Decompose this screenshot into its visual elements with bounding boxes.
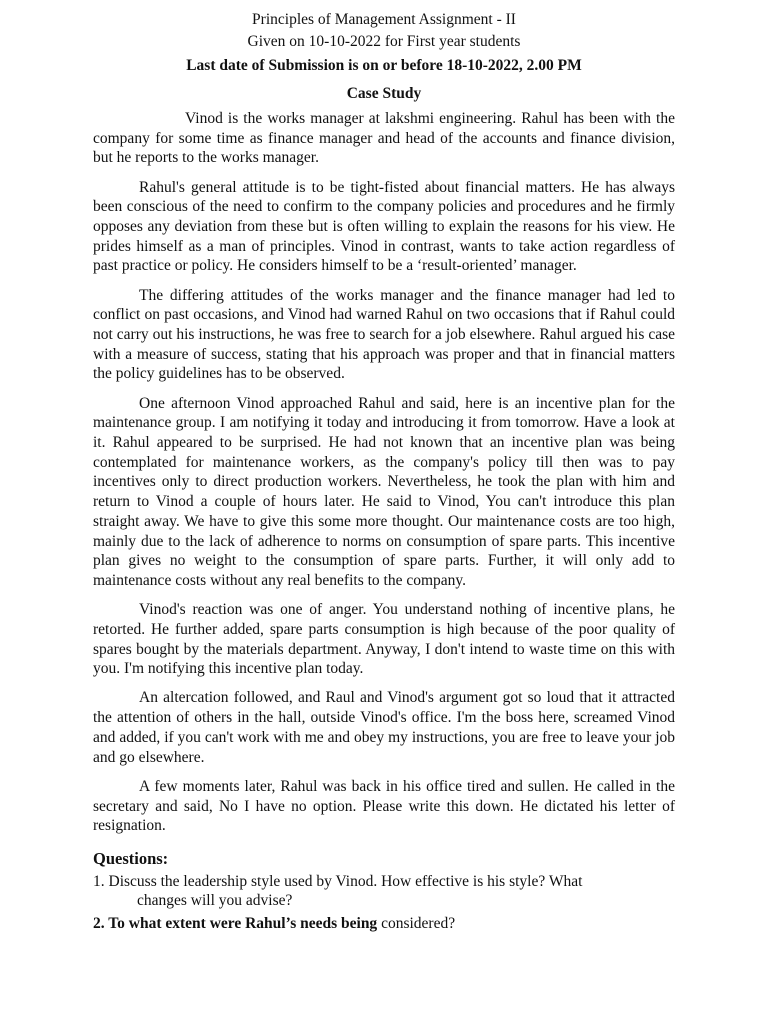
paragraph-4: One afternoon Vinod approached Rahul and said, here is an incentive plan for the maintenance group. I am notifying it today and introducing it from tomorrow. Have a look at it. Rahul appeared to be surprised. He had not known that an incentive plan was being contemplated for maintenance workers, as the company's policy till then was to pay incentives only to direct production workers. Nevertheless, he took the plan with him and return to Vinod a couple of hours later. He said to Vinod, You can't introduce this plan straight away. We have to give this some more thought. Our maintenance costs are too high, mainly due to the lack of adherence to norms on consumption of spare parts. This incentive plan gives no weight to the consumption of spare parts. Further, it will only add to maintenance costs without any real benefits to the company. bbox=[93, 394, 675, 589]
given-date-line: Given on 10-10-2022 for First year students bbox=[247, 33, 521, 50]
paragraph-6: An altercation followed, and Raul and Vinod's argument got so loud that it attracted the attention of others in the hall, outside Vinod's office. I'm the boss here, screamed Vinod and added, if you can't work with me and obey my instructions, you are free to leave your job and go elsewhere. bbox=[93, 689, 675, 766]
document-page bbox=[0, 9, 768, 1033]
assignment-title: Principles of Management Assignment - II bbox=[252, 11, 516, 28]
question-2-bold-text: 2. To what extent were Rahul’s needs being bbox=[93, 914, 378, 932]
paragraph-1: Vinod is the works manager at lakshmi engineering. Rahul has been with the company for some time as finance manager and head of the accounts and finance division, but he reports to the works manager. bbox=[93, 110, 675, 167]
case-study-body bbox=[93, 109, 675, 933]
case-study-heading: Case Study bbox=[346, 85, 422, 102]
question-2 bbox=[93, 914, 675, 934]
questions-heading: Questions: bbox=[93, 848, 169, 868]
paragraph-5: Vinod's reaction was one of anger. You understand nothing of incentive plans, he retorted. He further added, spare parts consumption is high because of the poor quality of spares bought by the materials department. Anyway, I don't intend to waste time on this with you. I'm notifying this incentive plan today. bbox=[93, 601, 675, 678]
question-2-rest-text: considered? bbox=[377, 914, 456, 932]
paragraph-2: Rahul's general attitude is to be tight-fisted about financial matters. He has always been conscious of the need to confirm to the company policies and procedures and he firmly opposes any deviation from these but is often willing to explain the reasons for his view. He prides himself as a man of principles. Vinod in contrast, wants to take action regardless of past practice or policy. He considers himself to be a ‘result-oriented’ manager. bbox=[93, 178, 675, 275]
question-1 bbox=[93, 872, 675, 911]
paragraph-3: The differing attitudes of the works manager and the finance manager had led to conflict on past occasions, and Vinod had warned Rahul on two occasions that if Rahul could not carry out his instructions, he was free to search for a job elsewhere. Rahul argued his case with a measure of success, stating that his approach was proper and that in financial matters the policy guidelines has to be observed. bbox=[93, 286, 675, 383]
document-header bbox=[0, 9, 768, 106]
question-1-line-2: changes will you advise? bbox=[137, 892, 293, 910]
submission-deadline: Last date of Submission is on or before 18-10-2022, 2.00 PM bbox=[186, 57, 582, 74]
question-1-line-1: 1. Discuss the leadership style used by Vinod. How effective is his style? What bbox=[93, 872, 583, 890]
paragraph-7: A few moments later, Rahul was back in his office tired and sullen. He called in the secretary and said, No I have no option. Please write this down. He dictated his letter of resignation. bbox=[93, 777, 675, 835]
